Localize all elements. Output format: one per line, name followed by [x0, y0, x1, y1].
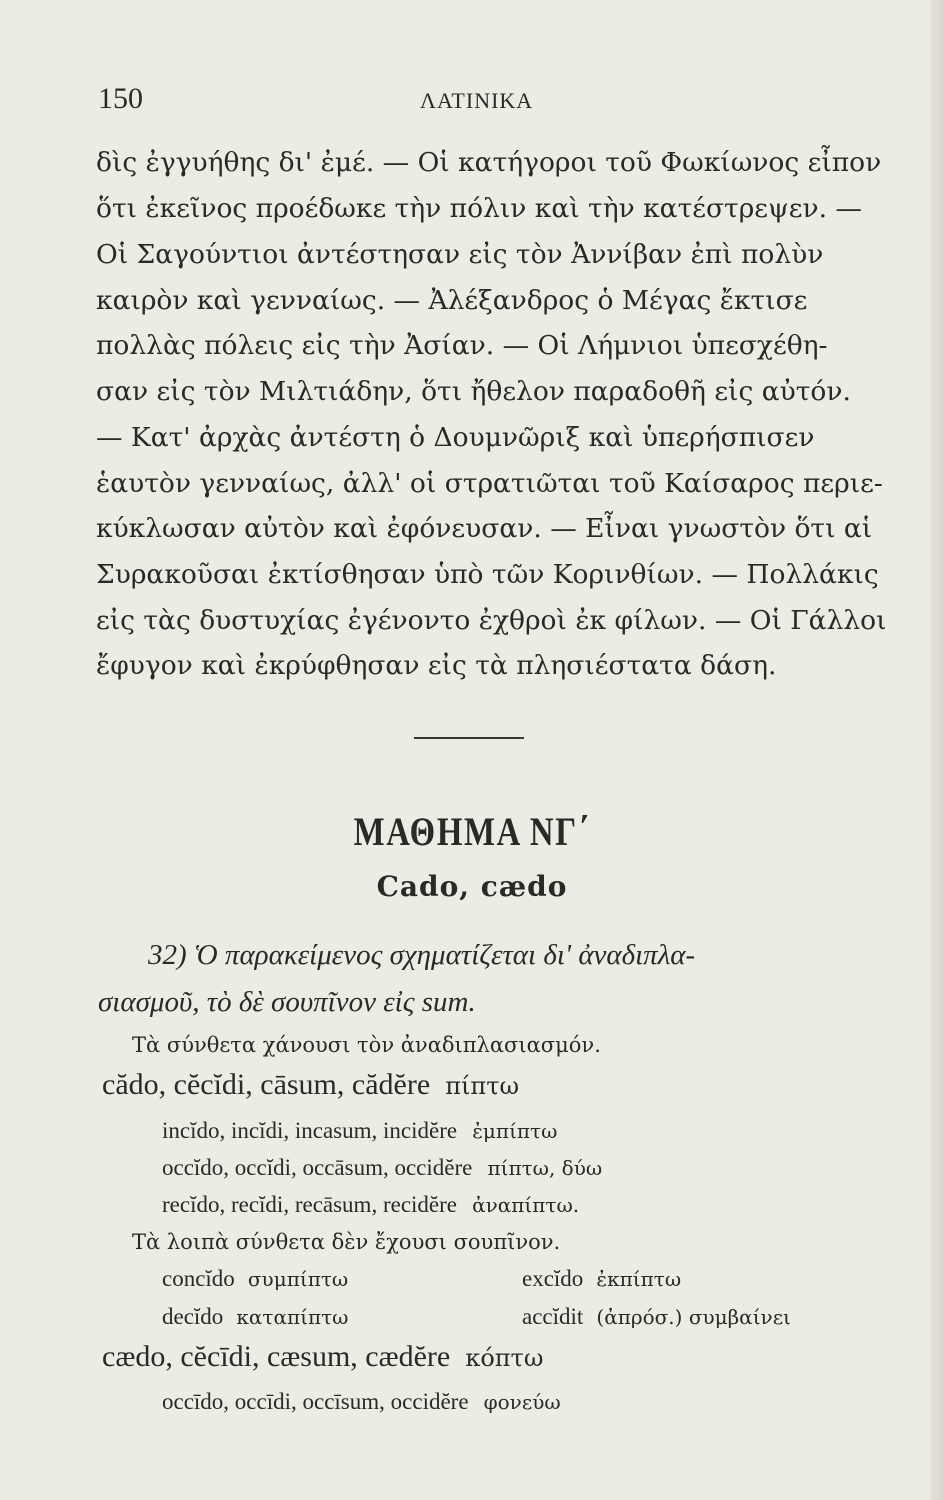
compound-entry [162, 1389, 561, 1415]
compound-entry [522, 1266, 681, 1292]
greek-meaning: ἐμπίπτω [472, 1119, 558, 1143]
greek-meaning: πίπτω, δύω [487, 1156, 603, 1180]
latin-principal-parts: cædo, cĕcīdi, cæsum, cædĕre [102, 1340, 451, 1373]
body-line: εἰς τὰς δυστυχίας ἐγένοντο ἐχθροὶ ἐκ φίλων. — Οἱ Γάλλοι [96, 605, 887, 636]
note-no-supine: Τὰ λοιπὰ σύνθετα δὲν ἔχουσι σουπῖνον. [132, 1230, 561, 1254]
greek-meaning: καταπίπτω [236, 1305, 349, 1329]
page-header [98, 82, 864, 122]
latin-verb: decĭdo [162, 1304, 224, 1329]
compound-entry [522, 1304, 791, 1330]
greek-meaning: ἐκπίπτω [596, 1267, 682, 1291]
greek-meaning: κόπτω [465, 1344, 544, 1372]
body-line: ἔφυγον καὶ ἐκρύφθησαν εἰς τὰ πλησιέστατα δάση. [96, 650, 777, 681]
body-line: — Κατ' ἀρχὰς ἀντέστη ὁ Δουμνῶριξ καὶ ὑπερήσπισεν [96, 422, 815, 453]
page-number: 150 [98, 82, 143, 115]
body-line: Συρακοῦσαι ἐκτίσθησαν ὑπὸ τῶν Κορινθίων. — Πολλάκις [96, 559, 879, 590]
latin-principal-parts: cădo, cĕcĭdi, cāsum, cădĕre [102, 1068, 431, 1101]
rule-paragraph [98, 932, 874, 1026]
running-head: ΛΑΤΙΝΙΚΑ [420, 88, 534, 113]
lesson-title: ΜΑΘΗΜΑ ΝΓ΄ [353, 809, 591, 854]
body-line: ἑαυτὸν γενναίως, ἀλλ' οἱ στρατιῶται τοῦ Καίσαρος περιε- [96, 468, 883, 499]
body-line: πολλὰς πόλεις εἰς τὴν Ἀσίαν. — Οἱ Λήμνιοι ὑπεσχέθη- [96, 330, 828, 361]
verb-entry-caedo [102, 1340, 543, 1374]
rule-line: σιασμοῦ, τὸ δὲ σουπῖνον εἰς sum. [98, 986, 476, 1018]
latin-verb: excĭdo [522, 1266, 584, 1291]
latin-verb: concĭdo [162, 1266, 235, 1291]
compound-entry [162, 1266, 348, 1292]
body-line: ὅτι ἐκεῖνος προέδωκε τὴν πόλιν καὶ τὴν κατέστρεψεν. — [96, 193, 862, 224]
latin-principal-parts: occĭdo, occĭdi, occāsum, occidĕre [162, 1155, 473, 1180]
greek-meaning: πίπτω [445, 1072, 520, 1100]
body-line: σαν εἰς τὸν Μιλτιάδην, ὅτι ἤθελον παραδοθῆ εἰς αὐτόν. [96, 376, 851, 407]
page-edge [930, 0, 944, 1500]
latin-principal-parts: occīdo, occīdi, occīsum, occidĕre [162, 1389, 469, 1414]
body-line: Οἱ Σαγούντιοι ἀντέστησαν εἰς τὸν Ἀννίβαν ἐπὶ πολὺν [96, 239, 824, 270]
compound-entry [162, 1192, 579, 1218]
greek-meaning: φονεύω [483, 1390, 561, 1414]
compound-entry [162, 1118, 557, 1144]
latin-verb: accĭdit [522, 1304, 584, 1329]
greek-meaning: συμπίπτω [247, 1267, 349, 1291]
body-line: δὶς ἐγγυήθης δι' ἐμέ. — Οἱ κατήγοροι τοῦ Φωκίωνος εἶπον [96, 147, 882, 178]
greek-meaning: (ἀπρόσ.) συμβαίνει [596, 1305, 791, 1329]
verb-entry-cado [102, 1068, 519, 1102]
greek-meaning: ἀναπίπτω. [472, 1193, 580, 1217]
compound-entry [162, 1304, 349, 1330]
lesson-subtitle: Cado, cædo [376, 870, 568, 903]
body-line: κύκλωσαν αὐτὸν καὶ ἐφόνευσαν. — Εἶναι γνωστὸν ὅτι αἱ [96, 513, 873, 544]
compound-entry [162, 1155, 602, 1181]
note-compounds-lose-reduplication: Τὰ σύνθετα χάνουσι τὸν ἀναδιπλασιασμόν. [132, 1033, 601, 1057]
section-divider [414, 737, 524, 739]
rule-line: 32) Ὁ παρακείμενος σχηματίζεται δι' ἀναδιπλα- [148, 939, 696, 971]
body-line: καιρὸν καὶ γενναίως. — Ἀλέξανδρος ὁ Μέγας ἔκτισε [96, 285, 808, 316]
latin-principal-parts: recĭdo, recĭdi, recāsum, recidĕre [162, 1192, 457, 1217]
latin-principal-parts: incĭdo, incĭdi, incasum, incidĕre [162, 1118, 458, 1143]
